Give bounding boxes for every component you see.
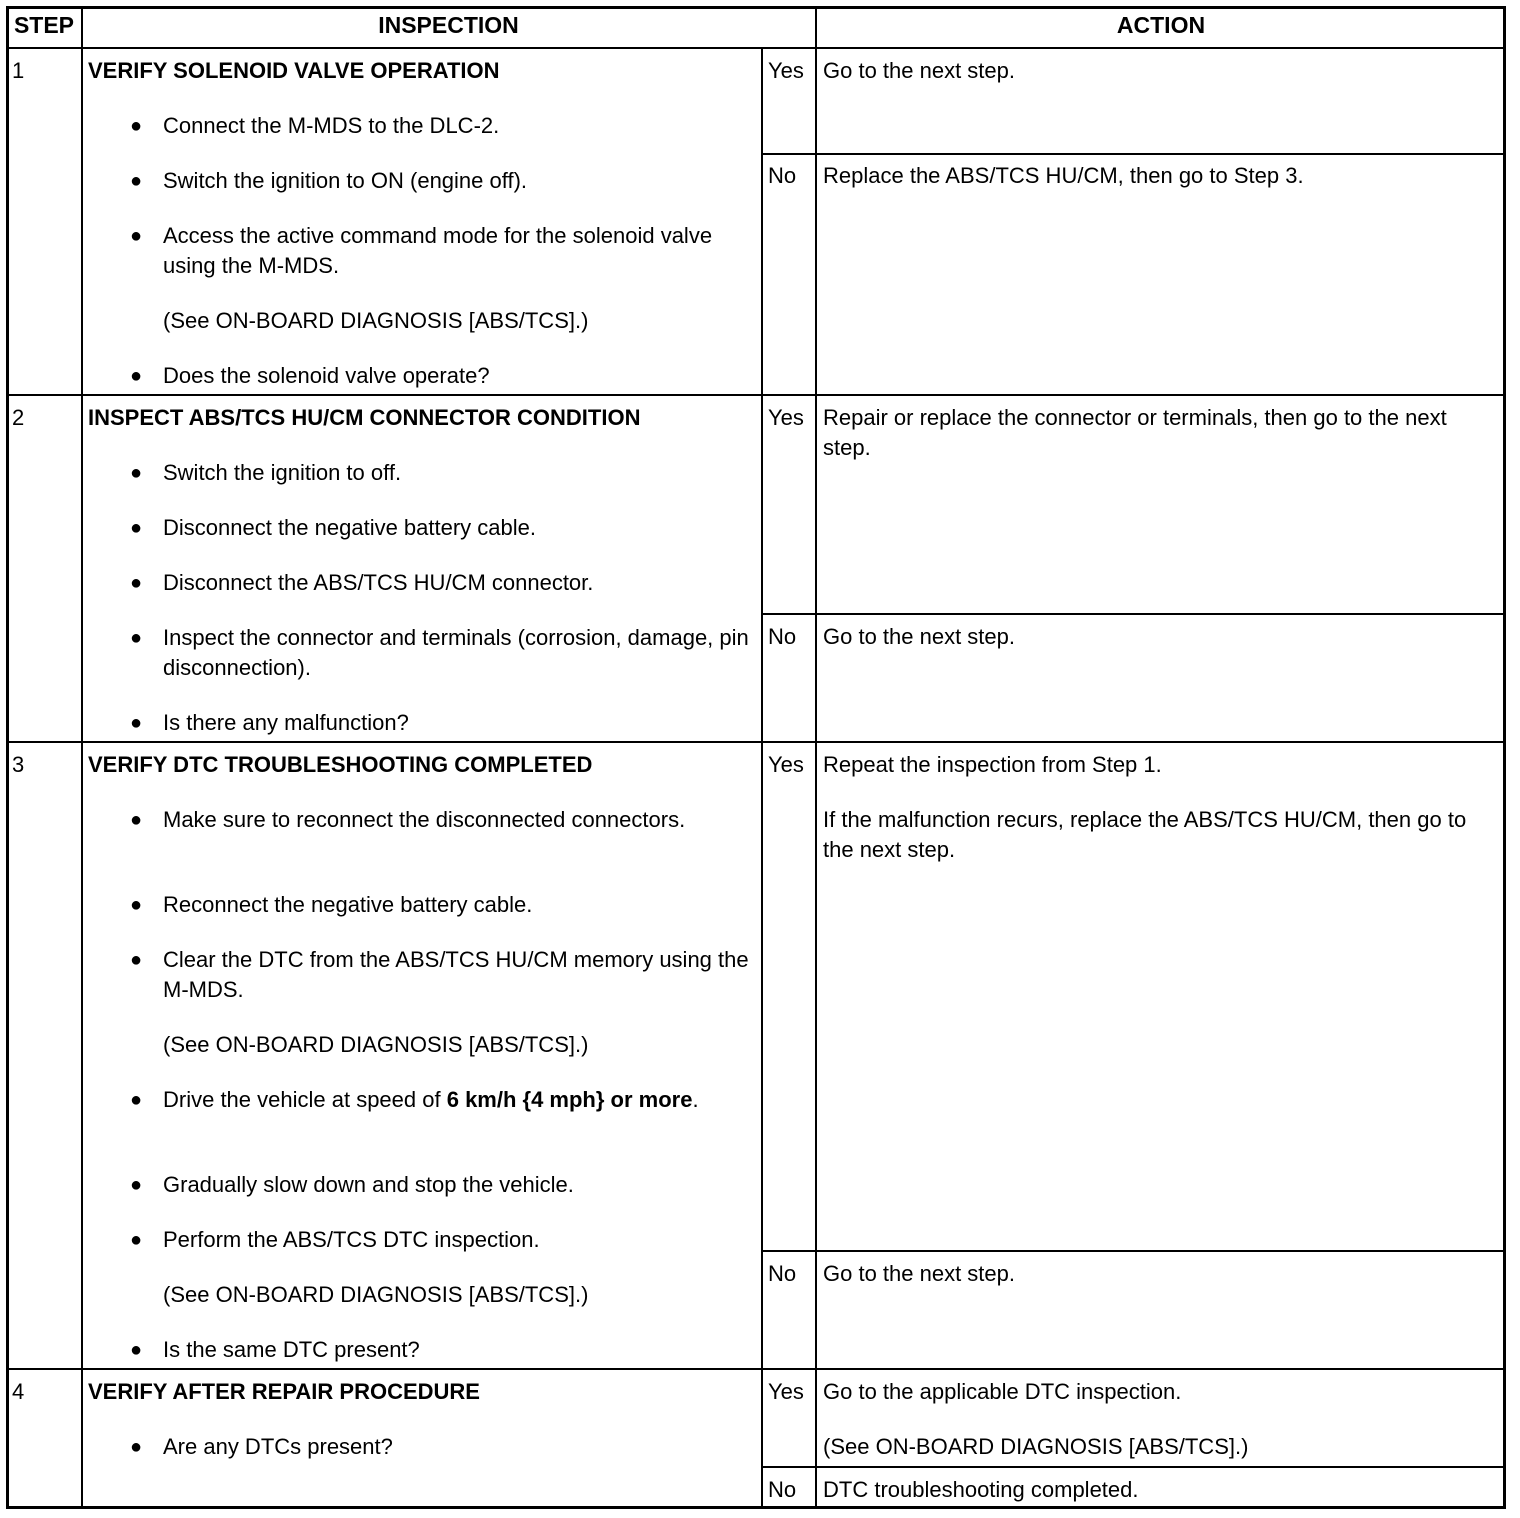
yesno-divider-4 — [761, 1466, 1506, 1468]
header-inspection: INSPECTION — [378, 12, 519, 38]
row-divider-1 — [6, 394, 1506, 396]
step-2-yes-label: Yes — [768, 405, 804, 430]
column-divider-step — [81, 6, 83, 1509]
step-4-yes-action-1: Go to the applicable DTC inspection. — [823, 1379, 1182, 1404]
step-4-yes-label: Yes — [768, 1379, 804, 1404]
step-2-no-label: No — [768, 624, 797, 649]
yesno-divider-3 — [761, 1250, 1506, 1252]
step-4-no-action: DTC troubleshooting completed. — [823, 1477, 1139, 1502]
header-action: ACTION — [1116, 12, 1206, 38]
step-3-no-label: No — [768, 1261, 797, 1286]
step-3-yes-action-1: Repeat the inspection from Step 1. — [823, 752, 1162, 777]
step-2-item-3: ● Disconnect the ABS/TCS HU/CM connector. — [163, 568, 753, 598]
step-2-item-4: ● Inspect the connector and terminals (corrosion, damage, pin disconnection). — [163, 623, 753, 683]
header-step: STEP — [13, 12, 75, 38]
step-1-item-2: ● Switch the ignition to ON (engine off). — [163, 166, 753, 196]
step-1-title: VERIFY SOLENOID VALVE OPERATION — [88, 58, 500, 83]
row-divider-2 — [6, 741, 1506, 743]
step-1-item-4: (See ON-BOARD DIAGNOSIS [ABS/TCS].) — [163, 308, 589, 333]
step-3-yes-label: Yes — [768, 752, 804, 777]
step-3-item-5-speed: 6 km/h {4 mph} or more — [446, 1087, 693, 1112]
step-3-item-2: ● Reconnect the negative battery cable. — [163, 890, 753, 920]
step-2-yes-action: Repair or replace the connector or terminals, then go to the next step. — [823, 405, 1447, 460]
step-2-number: 2 — [12, 405, 25, 430]
step-1-item-5: ● Does the solenoid valve operate? — [163, 361, 753, 391]
step-3-item-8: (See ON-BOARD DIAGNOSIS [ABS/TCS].) — [163, 1282, 589, 1307]
step-3-item-7: ● Perform the ABS/TCS DTC inspection. — [163, 1225, 753, 1255]
step-4-item-1: ● Are any DTCs present? — [163, 1432, 753, 1462]
yesno-divider-2 — [761, 613, 1506, 615]
step-3-number: 3 — [12, 752, 25, 777]
step-1-number: 1 — [12, 58, 25, 83]
step-4-title: VERIFY AFTER REPAIR PROCEDURE — [88, 1379, 480, 1404]
step-2-title: INSPECT ABS/TCS HU/CM CONNECTOR CONDITION — [88, 405, 641, 430]
step-3-title: VERIFY DTC TROUBLESHOOTING COMPLETED — [88, 752, 593, 777]
step-3-item-1: ● Make sure to reconnect the disconnected connectors. — [163, 805, 753, 835]
header-divider — [6, 47, 1506, 49]
step-1-no-label: No — [768, 163, 797, 188]
step-4-no-label: No — [768, 1477, 797, 1502]
step-3-item-6: ● Gradually slow down and stop the vehicle. — [163, 1170, 753, 1200]
step-1-no-action: Replace the ABS/TCS HU/CM, then go to Step 3. — [823, 163, 1304, 188]
row-divider-3 — [6, 1368, 1506, 1370]
yesno-divider-1 — [761, 153, 1506, 155]
step-4-number: 4 — [12, 1379, 25, 1404]
step-2-item-2: ● Disconnect the negative battery cable. — [163, 513, 753, 543]
step-3-item-3: ● Clear the DTC from the ABS/TCS HU/CM memory using the M-MDS. — [163, 945, 753, 1005]
step-1-item-3: ● Access the active command mode for the solenoid valve using the M-MDS. — [163, 221, 753, 281]
step-3-no-action: Go to the next step. — [823, 1261, 1016, 1286]
step-1-item-1: ● Connect the M-MDS to the DLC-2. — [163, 111, 753, 141]
step-2-item-1: ● Switch the ignition to off. — [163, 458, 753, 488]
step-4-yes-action-2: (See ON-BOARD DIAGNOSIS [ABS/TCS].) — [823, 1434, 1249, 1459]
column-divider-action — [815, 6, 817, 1509]
step-3-item-5-end: . — [692, 1087, 699, 1112]
column-divider-yesno — [761, 48, 763, 1509]
step-3-item-5-text: Drive the vehicle at speed of — [163, 1087, 447, 1112]
step-3-item-5 — [163, 1085, 753, 1115]
step-1-yes-label: Yes — [768, 58, 804, 83]
step-1-yes-action: Go to the next step. — [823, 58, 1016, 83]
step-3-yes-action-2: If the malfunction recurs, replace the ABS/TCS HU/CM, then go to the next step. — [823, 807, 1467, 862]
step-2-no-action: Go to the next step. — [823, 624, 1016, 649]
step-3-item-4: (See ON-BOARD DIAGNOSIS [ABS/TCS].) — [163, 1032, 589, 1057]
step-2-item-5: ● Is there any malfunction? — [163, 708, 753, 738]
step-3-item-9: ● Is the same DTC present? — [163, 1335, 753, 1365]
